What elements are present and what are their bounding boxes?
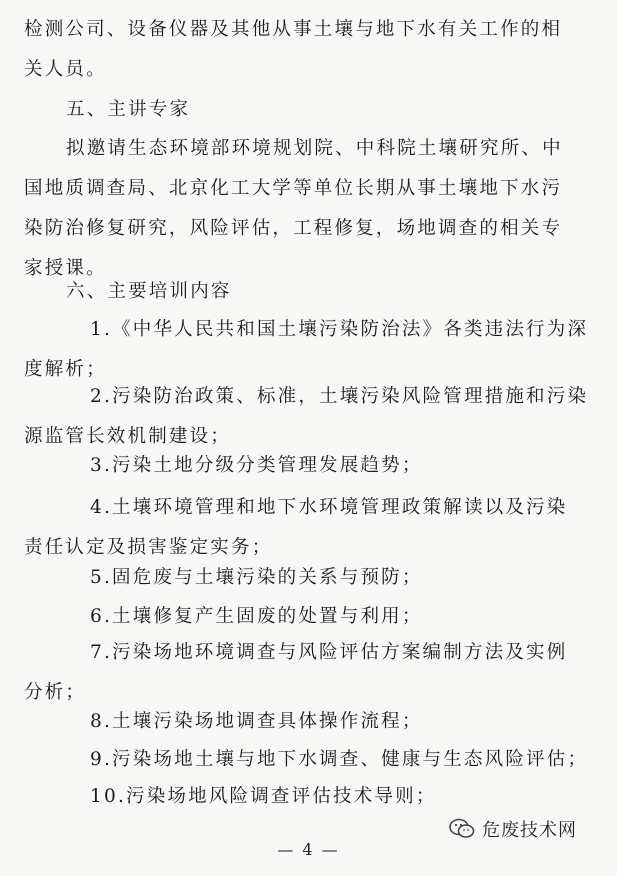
intro-line-2: 关人员。	[24, 59, 107, 80]
item-3-line-1: 3.污染土地分级分类管理发展趋势；	[90, 455, 423, 476]
item-4	[24, 488, 594, 568]
item-10-line-1: 10.污染场地风险调查评估技术导则；	[90, 786, 437, 807]
intro-line-1: 检测公司、设备仪器及其他从事土壤与地下水有关工作的相	[24, 19, 563, 40]
section-5-line-2: 国地质调查局、北京化工大学等单位长期从事土壤地下水污	[24, 178, 563, 199]
item-4-line-1: 4.土壤环境管理和地下水环境管理政策解读以及污染	[90, 497, 568, 518]
item-2-line-2: 源监管长效机制建设；	[24, 426, 232, 447]
section-5-line-1: 拟邀请生态环境部环境规划院、中科院土壤研究所、中	[66, 138, 563, 159]
section-5-heading: 五、主讲专家	[66, 99, 191, 120]
item-8	[24, 702, 594, 742]
item-2-line-1: 2.污染防治政策、标准，土壤污染风险管理措施和污染	[90, 386, 589, 407]
item-7-line-1: 7.污染场地环境调查与风险评估方案编制方法及实例	[90, 642, 568, 663]
item-5	[24, 558, 594, 598]
item-1-line-2: 度解析；	[24, 359, 107, 380]
item-10	[24, 777, 594, 817]
intro-paragraph	[24, 10, 594, 90]
item-9-line-1: 9.污染场地土壤与地下水调查、健康与生态风险评估；	[90, 749, 589, 770]
item-7-line-2: 分析；	[24, 682, 87, 703]
wechat-icon	[448, 815, 476, 843]
item-9	[24, 740, 594, 780]
watermark	[448, 815, 577, 843]
section-6-heading: 六、主要培训内容	[66, 281, 232, 302]
item-8-line-1: 8.土壤污染场地调查具体操作流程；	[90, 711, 423, 732]
page-number: — 4 —	[277, 840, 340, 859]
watermark-text: 危废技术网	[482, 820, 577, 841]
item-6-line-1: 6.土壤修复产生固废的处置与利用；	[90, 606, 423, 627]
item-3	[24, 446, 594, 486]
section-5-line-4: 家授课。	[24, 258, 107, 279]
item-4-line-2: 责任认定及损害鉴定实务；	[24, 537, 273, 558]
section-5-paragraph	[24, 129, 594, 289]
item-7	[24, 633, 594, 713]
section-5-line-3: 染防治修复研究，风险评估，工程修复，场地调查的相关专	[24, 218, 563, 239]
item-6	[24, 597, 594, 637]
item-2	[24, 377, 594, 457]
item-5-line-1: 5.固危废与土壤污染的关系与预防；	[90, 567, 423, 588]
item-1-line-1: 1.《中华人民共和国土壤污染防治法》各类违法行为深	[90, 319, 589, 340]
